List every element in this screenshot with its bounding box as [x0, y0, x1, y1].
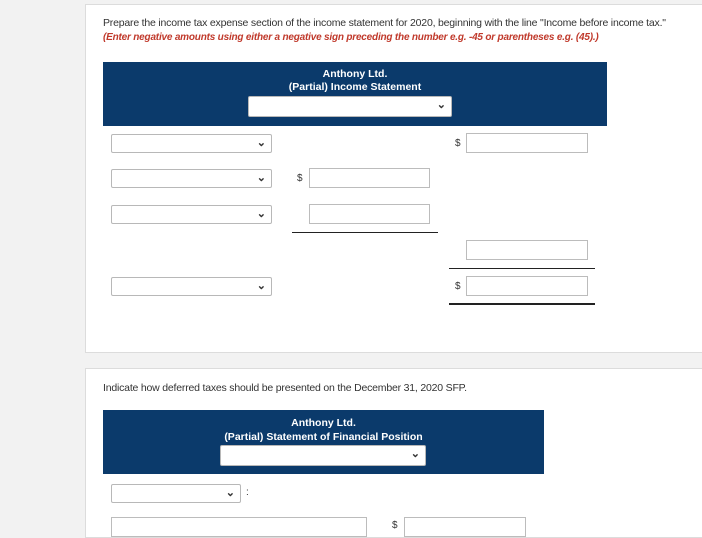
currency-symbol: $ — [392, 520, 398, 531]
row4-total-input[interactable] — [466, 240, 588, 260]
row5-account-select[interactable] — [111, 277, 272, 296]
date-select-2[interactable] — [220, 445, 426, 466]
chevron-down-icon: ⌄ — [436, 99, 446, 111]
row5-amount-input[interactable] — [466, 276, 588, 296]
chevron-down-icon: ⌄ — [256, 137, 266, 149]
instruction-text-1: Prepare the income tax expense section of the income statement for 2020, beginning with the line "Income before income tax." — [103, 17, 666, 29]
company-name: Anthony Ltd. — [291, 417, 356, 429]
sfp-amount-input[interactable] — [404, 517, 526, 537]
chevron-down-icon: ⌄ — [256, 172, 266, 184]
row1-amount-input[interactable] — [466, 133, 588, 153]
subtotal-underline — [292, 232, 438, 233]
sfp-account-input[interactable] — [111, 517, 367, 537]
double-underline — [449, 303, 595, 305]
chevron-down-icon: ⌄ — [225, 487, 235, 499]
statement-title: (Partial) Statement of Financial Position — [224, 431, 423, 443]
row2-account-select[interactable] — [111, 169, 272, 188]
currency-symbol: $ — [297, 173, 303, 184]
row1-account-select[interactable] — [111, 134, 272, 153]
currency-symbol: $ — [455, 281, 461, 292]
instruction-note: (Enter negative amounts using either a negative sign preceding the number e.g. -45 or parentheses e.g. (45).) — [103, 32, 599, 43]
company-name: Anthony Ltd. — [322, 68, 388, 80]
chevron-down-icon: ⌄ — [256, 280, 266, 292]
row3-account-select[interactable] — [111, 205, 272, 224]
chevron-down-icon: ⌄ — [410, 448, 420, 460]
colon-label: : — [246, 487, 249, 498]
total-underline — [449, 268, 595, 269]
instruction-text-2: Indicate how deferred taxes should be presented on the December 31, 2020 SFP. — [103, 382, 467, 394]
statement-title: (Partial) Income Statement — [288, 81, 422, 93]
chevron-down-icon: ⌄ — [256, 208, 266, 220]
date-select-1[interactable] — [248, 96, 452, 117]
currency-symbol: $ — [455, 138, 461, 149]
row2-amount-input[interactable] — [309, 168, 430, 188]
row3-amount-input[interactable] — [309, 204, 430, 224]
sfp-category-select[interactable] — [111, 484, 241, 503]
